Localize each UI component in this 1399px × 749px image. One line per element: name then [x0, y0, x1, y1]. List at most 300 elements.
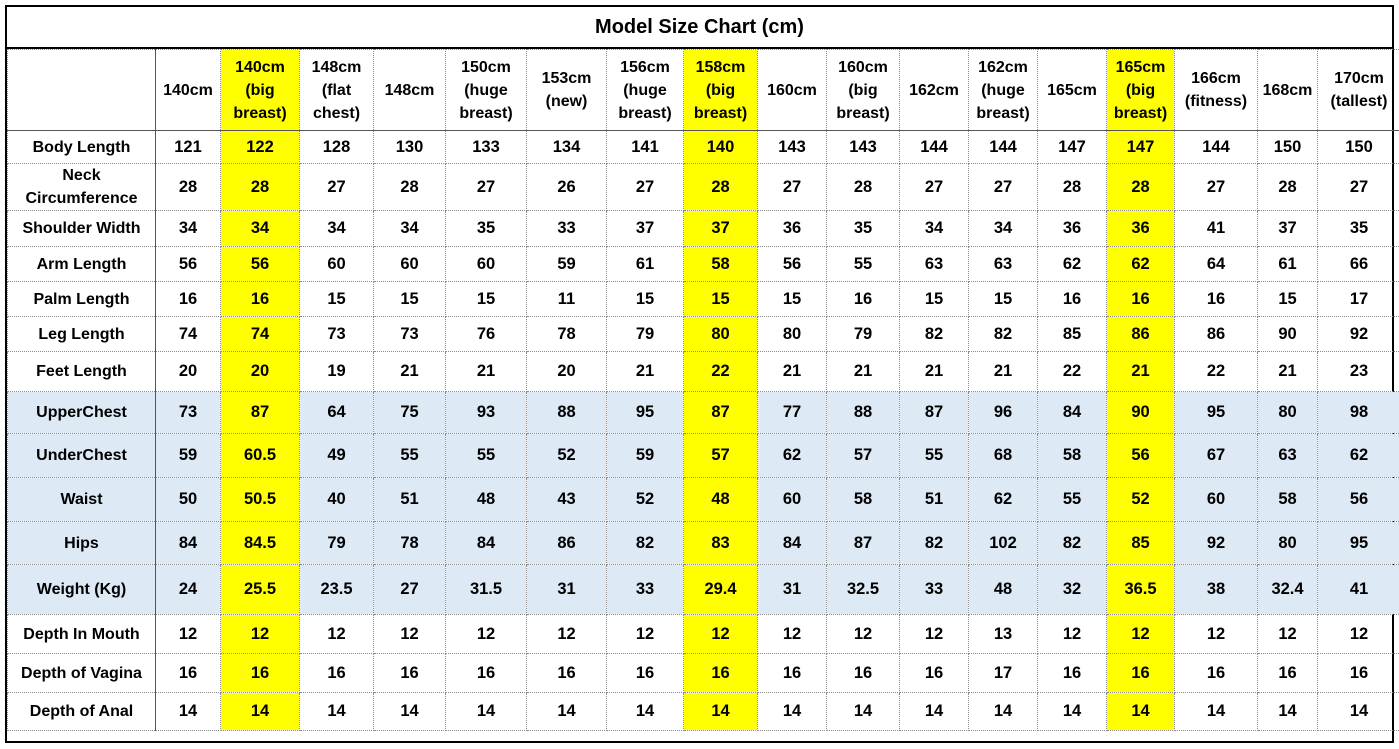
- table-cell: 62: [1038, 247, 1107, 282]
- table-cell: 16: [221, 654, 300, 693]
- table-cell: 27: [1318, 164, 1399, 211]
- table-cell: 12: [156, 615, 221, 654]
- table-cell: 32.4: [1258, 565, 1318, 615]
- table-cell: 84.5: [221, 522, 300, 565]
- table-cell: 15: [900, 282, 969, 317]
- table-cell: 15: [607, 282, 684, 317]
- table-cell: 28: [1258, 164, 1318, 211]
- table-cell: 62: [969, 478, 1038, 522]
- table-cell: 34: [969, 211, 1038, 247]
- table-cell: 12: [684, 615, 758, 654]
- row-label: Shoulder Width: [8, 211, 156, 247]
- table-cell: 27: [446, 164, 527, 211]
- table-cell: 144: [900, 131, 969, 164]
- table-cell: 16: [684, 654, 758, 693]
- table-cell: 14: [374, 693, 446, 731]
- table-cell: 144: [1175, 131, 1258, 164]
- table-cell: 52: [607, 478, 684, 522]
- table-cell: 16: [221, 282, 300, 317]
- table-cell: 77: [758, 392, 827, 434]
- table-cell: 14: [1107, 693, 1175, 731]
- table-cell: 86: [527, 522, 607, 565]
- table-cell: 14: [1258, 693, 1318, 731]
- table-cell: 24: [156, 565, 221, 615]
- table-cell: 15: [758, 282, 827, 317]
- table-cell: 43: [527, 478, 607, 522]
- table-cell: 63: [900, 247, 969, 282]
- table-cell: 82: [900, 522, 969, 565]
- column-header: 150cm (huge breast): [446, 50, 527, 131]
- table-cell: 33: [527, 211, 607, 247]
- table-cell: 15: [374, 282, 446, 317]
- table-cell: 61: [1258, 247, 1318, 282]
- size-chart-frame: [5, 5, 1394, 743]
- table-cell: 52: [1107, 478, 1175, 522]
- table-cell: 16: [1038, 654, 1107, 693]
- table-cell: 14: [684, 693, 758, 731]
- table-cell: 147: [1038, 131, 1107, 164]
- table-cell: 12: [221, 615, 300, 654]
- table-row: [8, 392, 1399, 434]
- table-cell: 150: [1318, 131, 1399, 164]
- table-cell: 32: [1038, 565, 1107, 615]
- table-cell: 15: [1258, 282, 1318, 317]
- table-cell: 26: [527, 164, 607, 211]
- table-cell: 14: [1175, 693, 1258, 731]
- table-cell: 36.5: [1107, 565, 1175, 615]
- column-header: 160cm (big breast): [827, 50, 900, 131]
- table-cell: 80: [758, 317, 827, 352]
- table-row: [8, 434, 1399, 478]
- table-cell: 20: [221, 352, 300, 392]
- chart-title: Model Size Chart (cm): [7, 7, 1392, 49]
- table-cell: 40: [300, 478, 374, 522]
- column-header: 162cm: [900, 50, 969, 131]
- table-cell: 20: [156, 352, 221, 392]
- table-cell: 74: [221, 317, 300, 352]
- column-header: 160cm: [758, 50, 827, 131]
- table-cell: 16: [607, 654, 684, 693]
- table-cell: 75: [374, 392, 446, 434]
- table-cell: 60: [1175, 478, 1258, 522]
- table-cell: 80: [1258, 392, 1318, 434]
- table-row: [8, 317, 1399, 352]
- table-cell: 56: [1107, 434, 1175, 478]
- column-header: 158cm (big breast): [684, 50, 758, 131]
- table-cell: 13: [969, 615, 1038, 654]
- table-cell: 150: [1258, 131, 1318, 164]
- table-cell: 56: [156, 247, 221, 282]
- table-cell: 27: [300, 164, 374, 211]
- row-label: Depth of Anal: [8, 693, 156, 731]
- table-cell: 16: [300, 654, 374, 693]
- table-cell: 21: [900, 352, 969, 392]
- table-cell: 80: [1258, 522, 1318, 565]
- table-cell: 92: [1175, 522, 1258, 565]
- table-cell: 102: [969, 522, 1038, 565]
- table-cell: 73: [374, 317, 446, 352]
- table-row: [8, 565, 1399, 615]
- table-cell: 27: [374, 565, 446, 615]
- table-cell: 12: [1258, 615, 1318, 654]
- header-row: [8, 50, 1399, 131]
- table-cell: 12: [1175, 615, 1258, 654]
- table-cell: 48: [684, 478, 758, 522]
- row-label: Feet Length: [8, 352, 156, 392]
- table-cell: 59: [527, 247, 607, 282]
- column-header: 162cm (huge breast): [969, 50, 1038, 131]
- table-cell: 61: [607, 247, 684, 282]
- row-label: Leg Length: [8, 317, 156, 352]
- table-cell: 21: [758, 352, 827, 392]
- table-cell: 23.5: [300, 565, 374, 615]
- table-cell: 58: [1258, 478, 1318, 522]
- table-cell: 90: [1258, 317, 1318, 352]
- table-cell: 55: [446, 434, 527, 478]
- table-cell: 62: [1107, 247, 1175, 282]
- table-cell: 49: [300, 434, 374, 478]
- row-label: UpperChest: [8, 392, 156, 434]
- table-cell: 133: [446, 131, 527, 164]
- table-cell: 85: [1038, 317, 1107, 352]
- table-cell: 17: [1318, 282, 1399, 317]
- row-label: UnderChest: [8, 434, 156, 478]
- table-cell: 92: [1318, 317, 1399, 352]
- table-cell: 16: [758, 654, 827, 693]
- table-cell: 55: [827, 247, 900, 282]
- table-cell: 21: [1258, 352, 1318, 392]
- table-cell: 87: [684, 392, 758, 434]
- table-cell: 93: [446, 392, 527, 434]
- table-cell: 82: [900, 317, 969, 352]
- table-cell: 79: [607, 317, 684, 352]
- table-row: [8, 522, 1399, 565]
- table-cell: 12: [1107, 615, 1175, 654]
- table-cell: 147: [1107, 131, 1175, 164]
- table-cell: 88: [827, 392, 900, 434]
- row-label: Arm Length: [8, 247, 156, 282]
- table-cell: 12: [607, 615, 684, 654]
- table-cell: 37: [684, 211, 758, 247]
- column-header: 165cm: [1038, 50, 1107, 131]
- table-cell: 48: [969, 565, 1038, 615]
- table-cell: 28: [1038, 164, 1107, 211]
- column-header: 168cm: [1258, 50, 1318, 131]
- table-cell: 12: [900, 615, 969, 654]
- table-cell: 22: [1038, 352, 1107, 392]
- table-cell: 33: [607, 565, 684, 615]
- column-header: 153cm (new): [527, 50, 607, 131]
- table-row: [8, 247, 1399, 282]
- table-cell: 12: [1318, 615, 1399, 654]
- table-row: [8, 211, 1399, 247]
- row-label: Depth In Mouth: [8, 615, 156, 654]
- table-cell: 31: [527, 565, 607, 615]
- table-cell: 144: [969, 131, 1038, 164]
- table-cell: 73: [156, 392, 221, 434]
- table-cell: 35: [1318, 211, 1399, 247]
- table-cell: 84: [758, 522, 827, 565]
- table-cell: 16: [446, 654, 527, 693]
- table-cell: 21: [969, 352, 1038, 392]
- table-cell: 14: [607, 693, 684, 731]
- table-row: [8, 352, 1399, 392]
- table-cell: 14: [900, 693, 969, 731]
- table-cell: 35: [827, 211, 900, 247]
- table-cell: 21: [607, 352, 684, 392]
- table-cell: 17: [969, 654, 1038, 693]
- table-cell: 15: [684, 282, 758, 317]
- table-cell: 34: [900, 211, 969, 247]
- table-cell: 82: [969, 317, 1038, 352]
- table-cell: 88: [527, 392, 607, 434]
- table-cell: 19: [300, 352, 374, 392]
- table-cell: 57: [684, 434, 758, 478]
- row-label: Waist: [8, 478, 156, 522]
- table-cell: 90: [1107, 392, 1175, 434]
- table-cell: 16: [1107, 282, 1175, 317]
- table-cell: 48: [446, 478, 527, 522]
- table-cell: 63: [1258, 434, 1318, 478]
- table-row: [8, 164, 1399, 211]
- table-cell: 59: [607, 434, 684, 478]
- table-cell: 16: [374, 654, 446, 693]
- table-cell: 38: [1175, 565, 1258, 615]
- table-cell: 37: [1258, 211, 1318, 247]
- table-cell: 55: [900, 434, 969, 478]
- table-cell: 82: [1038, 522, 1107, 565]
- table-cell: 14: [446, 693, 527, 731]
- table-cell: 31.5: [446, 565, 527, 615]
- table-cell: 62: [758, 434, 827, 478]
- table-row: [8, 654, 1399, 693]
- table-cell: 23: [1318, 352, 1399, 392]
- table-cell: 37: [607, 211, 684, 247]
- table-cell: 86: [1107, 317, 1175, 352]
- table-cell: 22: [684, 352, 758, 392]
- table-cell: 28: [221, 164, 300, 211]
- table-cell: 79: [827, 317, 900, 352]
- table-cell: 16: [1318, 654, 1399, 693]
- table-cell: 134: [527, 131, 607, 164]
- table-cell: 27: [758, 164, 827, 211]
- table-cell: 52: [527, 434, 607, 478]
- table-cell: 67: [1175, 434, 1258, 478]
- table-cell: 36: [758, 211, 827, 247]
- table-cell: 14: [156, 693, 221, 731]
- table-cell: 62: [1318, 434, 1399, 478]
- table-cell: 66: [1318, 247, 1399, 282]
- table-row: [8, 693, 1399, 731]
- row-label: Depth of Vagina: [8, 654, 156, 693]
- table-cell: 14: [300, 693, 374, 731]
- table-cell: 143: [758, 131, 827, 164]
- table-cell: 141: [607, 131, 684, 164]
- table-cell: 95: [1318, 522, 1399, 565]
- column-header: 166cm (fitness): [1175, 50, 1258, 131]
- column-header: 165cm (big breast): [1107, 50, 1175, 131]
- table-cell: 32.5: [827, 565, 900, 615]
- table-cell: 16: [1175, 282, 1258, 317]
- table-cell: 56: [221, 247, 300, 282]
- table-cell: 55: [1038, 478, 1107, 522]
- table-cell: 28: [827, 164, 900, 211]
- table-cell: 14: [1038, 693, 1107, 731]
- table-cell: 28: [684, 164, 758, 211]
- table-cell: 16: [156, 282, 221, 317]
- column-header: 170cm (tallest): [1318, 50, 1399, 131]
- table-cell: 34: [374, 211, 446, 247]
- column-header: 140cm (big breast): [221, 50, 300, 131]
- table-cell: 56: [758, 247, 827, 282]
- table-cell: 56: [1318, 478, 1399, 522]
- table-cell: 12: [827, 615, 900, 654]
- table-cell: 84: [1038, 392, 1107, 434]
- table-cell: 87: [221, 392, 300, 434]
- table-cell: 50.5: [221, 478, 300, 522]
- table-cell: 41: [1175, 211, 1258, 247]
- table-cell: 21: [446, 352, 527, 392]
- table-cell: 78: [527, 317, 607, 352]
- row-label: Body Length: [8, 131, 156, 164]
- table-cell: 15: [300, 282, 374, 317]
- table-cell: 15: [969, 282, 1038, 317]
- table-cell: 121: [156, 131, 221, 164]
- table-cell: 27: [1175, 164, 1258, 211]
- table-cell: 96: [969, 392, 1038, 434]
- table-cell: 82: [607, 522, 684, 565]
- table-cell: 60: [758, 478, 827, 522]
- table-cell: 34: [300, 211, 374, 247]
- table-cell: 14: [221, 693, 300, 731]
- table-cell: 51: [900, 478, 969, 522]
- table-cell: 16: [1258, 654, 1318, 693]
- table-cell: 28: [156, 164, 221, 211]
- table-cell: 58: [1038, 434, 1107, 478]
- table-cell: 98: [1318, 392, 1399, 434]
- table-cell: 83: [684, 522, 758, 565]
- table-cell: 87: [900, 392, 969, 434]
- table-cell: 55: [374, 434, 446, 478]
- table-cell: 68: [969, 434, 1038, 478]
- column-header: 140cm: [156, 50, 221, 131]
- table-cell: 11: [527, 282, 607, 317]
- table-cell: 16: [827, 282, 900, 317]
- table-cell: 33: [900, 565, 969, 615]
- table-cell: 12: [300, 615, 374, 654]
- table-cell: 16: [156, 654, 221, 693]
- table-cell: 86: [1175, 317, 1258, 352]
- table-cell: 21: [1107, 352, 1175, 392]
- table-cell: 21: [374, 352, 446, 392]
- table-cell: 84: [446, 522, 527, 565]
- table-cell: 60: [374, 247, 446, 282]
- table-cell: 16: [1038, 282, 1107, 317]
- table-cell: 12: [527, 615, 607, 654]
- table-cell: 95: [607, 392, 684, 434]
- table-cell: 22: [1175, 352, 1258, 392]
- table-cell: 85: [1107, 522, 1175, 565]
- table-cell: 25.5: [221, 565, 300, 615]
- row-label: Neck Circumference: [8, 164, 156, 211]
- table-cell: 36: [1107, 211, 1175, 247]
- table-cell: 34: [221, 211, 300, 247]
- table-cell: 58: [827, 478, 900, 522]
- table-cell: 60: [446, 247, 527, 282]
- table-cell: 78: [374, 522, 446, 565]
- table-cell: 57: [827, 434, 900, 478]
- table-cell: 60.5: [221, 434, 300, 478]
- table-cell: 73: [300, 317, 374, 352]
- row-label: Palm Length: [8, 282, 156, 317]
- table-cell: 27: [969, 164, 1038, 211]
- table-cell: 12: [374, 615, 446, 654]
- row-label: Hips: [8, 522, 156, 565]
- table-cell: 87: [827, 522, 900, 565]
- table-cell: 64: [1175, 247, 1258, 282]
- table-cell: 20: [527, 352, 607, 392]
- table-row: [8, 131, 1399, 164]
- table-cell: 60: [300, 247, 374, 282]
- table-cell: 41: [1318, 565, 1399, 615]
- table-cell: 34: [156, 211, 221, 247]
- table-cell: 50: [156, 478, 221, 522]
- table-cell: 27: [607, 164, 684, 211]
- size-chart-table: [7, 49, 1399, 731]
- column-header: 148cm (flat chest): [300, 50, 374, 131]
- table-cell: 143: [827, 131, 900, 164]
- table-cell: 128: [300, 131, 374, 164]
- table-cell: 59: [156, 434, 221, 478]
- table-cell: 80: [684, 317, 758, 352]
- table-cell: 16: [900, 654, 969, 693]
- table-cell: 31: [758, 565, 827, 615]
- column-header: 148cm: [374, 50, 446, 131]
- table-cell: 36: [1038, 211, 1107, 247]
- table-cell: 74: [156, 317, 221, 352]
- table-cell: 16: [1107, 654, 1175, 693]
- table-cell: 130: [374, 131, 446, 164]
- table-cell: 28: [374, 164, 446, 211]
- table-cell: 28: [1107, 164, 1175, 211]
- table-row: [8, 615, 1399, 654]
- table-cell: 64: [300, 392, 374, 434]
- table-cell: 15: [446, 282, 527, 317]
- corner-cell: [8, 50, 156, 131]
- table-cell: 14: [1318, 693, 1399, 731]
- table-cell: 14: [758, 693, 827, 731]
- table-cell: 63: [969, 247, 1038, 282]
- table-cell: 14: [827, 693, 900, 731]
- column-header: 156cm (huge breast): [607, 50, 684, 131]
- table-cell: 12: [758, 615, 827, 654]
- table-cell: 16: [527, 654, 607, 693]
- table-row: [8, 478, 1399, 522]
- table-cell: 12: [446, 615, 527, 654]
- table-cell: 122: [221, 131, 300, 164]
- table-cell: 95: [1175, 392, 1258, 434]
- table-cell: 14: [969, 693, 1038, 731]
- table-cell: 14: [527, 693, 607, 731]
- table-cell: 51: [374, 478, 446, 522]
- table-cell: 12: [1038, 615, 1107, 654]
- table-cell: 84: [156, 522, 221, 565]
- table-cell: 16: [827, 654, 900, 693]
- table-cell: 58: [684, 247, 758, 282]
- table-cell: 140: [684, 131, 758, 164]
- table-cell: 21: [827, 352, 900, 392]
- table-cell: 29.4: [684, 565, 758, 615]
